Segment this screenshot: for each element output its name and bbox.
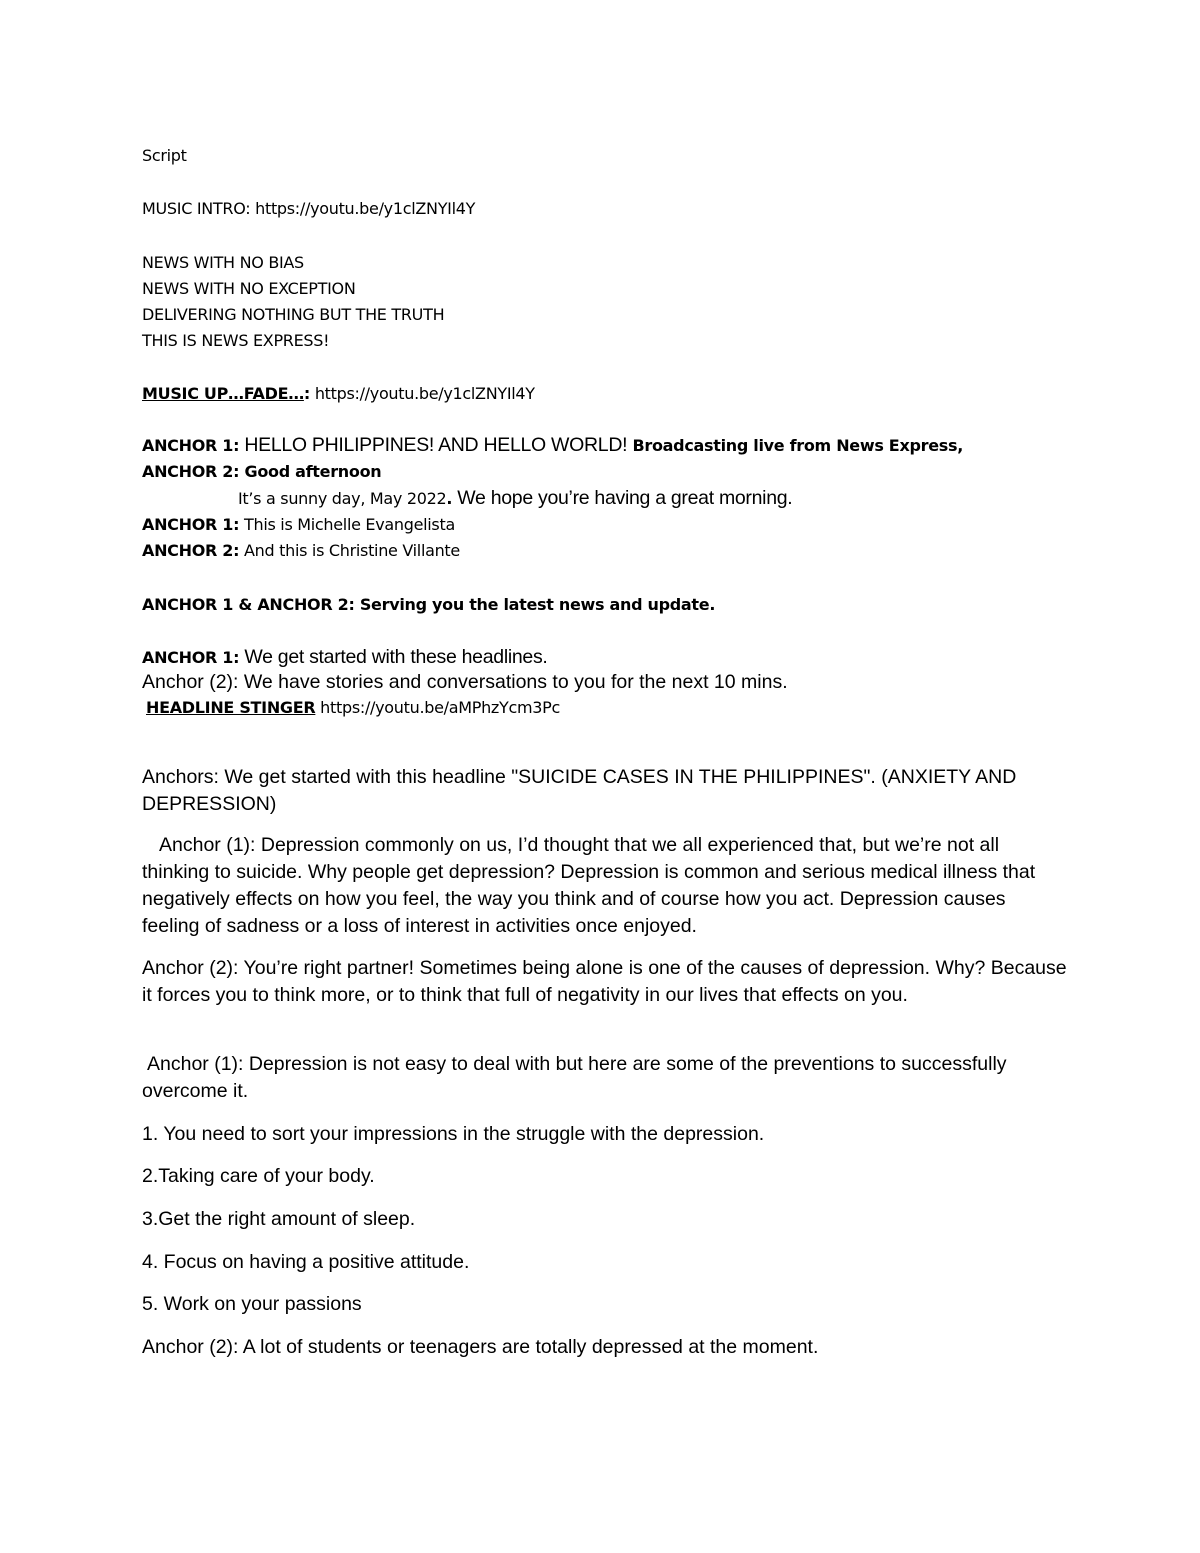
dialogue-line-2: [142, 462, 381, 481]
body-paragraph-2: Anchor (1): Depression commonly on us, I’d thought that we all experienced that, but we’re not all thinking to suicide. Why people get depression? Depression is common and serious medical illness that negatively effects on how you feel, the way you think and of course how you act. Depression causes feeling of sadness or a loss of interest in activities once enjoyed.: [142, 834, 1036, 937]
dialogue-text: Good afternoon: [239, 462, 382, 481]
dialogue-line-3: [238, 487, 792, 510]
music-fade-line: [142, 384, 535, 403]
music-intro-label: MUSIC INTRO:: [142, 199, 251, 218]
list-item: 3.Get the right amount of sleep.: [142, 1208, 416, 1230]
headline-stinger-label: HEADLINE STINGER: [146, 698, 316, 717]
dialogue-text: This is Michelle Evangelista: [239, 515, 455, 534]
music-fade-label: MUSIC UP…FADE…: [142, 384, 304, 403]
dialogue-text: We hope you’re having a great morning.: [452, 487, 793, 509]
dialogue-text: We get started with these headlines.: [239, 646, 548, 668]
list-item: 5. Work on your passions: [142, 1293, 362, 1315]
speaker-anchor-2: ANCHOR 2:: [142, 462, 240, 481]
intro-line-1: NEWS WITH NO BIAS: [142, 253, 304, 272]
speaker-both-anchors: ANCHOR 1 & ANCHOR 2:: [142, 595, 355, 614]
dialogue-line-6: [142, 595, 715, 614]
dialogue-text: Serving you the latest news and update.: [354, 595, 716, 614]
music-fade-colon: :: [303, 384, 311, 403]
speaker-anchor-1: ANCHOR 1:: [142, 515, 240, 534]
music-fade-link[interactable]: https://youtu.be/y1clZNYIl4Y: [310, 384, 535, 403]
intro-line-3: DELIVERING NOTHING BUT THE TRUTH: [142, 305, 445, 324]
dialogue-broadcast: Broadcasting live from News Express,: [627, 436, 963, 455]
dialogue-text: And this is Christine Villante: [239, 541, 460, 560]
list-item: 1. You need to sort your impressions in the struggle with the depression.: [142, 1123, 765, 1145]
intro-line-4: THIS IS NEWS EXPRESS!: [142, 331, 330, 350]
body-paragraph-4: Anchor (1): Depression is not easy to deal with but here are some of the preventions to successfully overcome it.: [142, 1053, 1007, 1102]
dialogue-text: It’s a sunny day, May 2022: [238, 489, 447, 508]
music-intro-line: [142, 199, 475, 218]
headline-stinger-link[interactable]: https://youtu.be/aMPhzYcm3Pc: [315, 698, 560, 717]
body-paragraph-5: Anchor (2): A lot of students or teenagers are totally depressed at the moment.: [142, 1336, 819, 1358]
page-title: Script: [142, 146, 187, 165]
headline-stinger-line: [146, 698, 560, 717]
music-intro-link[interactable]: https://youtu.be/y1clZNYIl4Y: [250, 199, 476, 218]
dialogue-line-4: [142, 515, 455, 534]
speaker-anchor-1: ANCHOR 1:: [142, 436, 240, 455]
dialogue-line-1: [142, 434, 963, 457]
body-paragraph-3: Anchor (2): You’re right partner! Sometimes being alone is one of the causes of depression. Why? Because it forces you to think more, or to think that full of negativity in our lives that effects on you.: [142, 957, 1067, 1006]
body-paragraph-1: Anchors: We get started with this headline "SUICIDE CASES IN THE PHILIPPINES". (ANXIETY AND DEPRESSION): [142, 766, 1017, 815]
list-item: 2.Taking care of your body.: [142, 1165, 375, 1187]
dialogue-greeting: HELLO PHILIPPINES! AND HELLO WORLD!: [239, 434, 628, 456]
dialogue-line-8: Anchor (2): We have stories and conversations to you for the next 10 mins.: [142, 671, 788, 693]
dialogue-period: .: [446, 489, 453, 508]
speaker-anchor-1: ANCHOR 1:: [142, 648, 240, 667]
speaker-anchor-2: ANCHOR 2:: [142, 541, 240, 560]
dialogue-line-7: [142, 646, 548, 669]
intro-line-2: NEWS WITH NO EXCEPTION: [142, 279, 356, 298]
list-item: 4. Focus on having a positive attitude.: [142, 1251, 470, 1273]
dialogue-line-5: [142, 541, 460, 560]
